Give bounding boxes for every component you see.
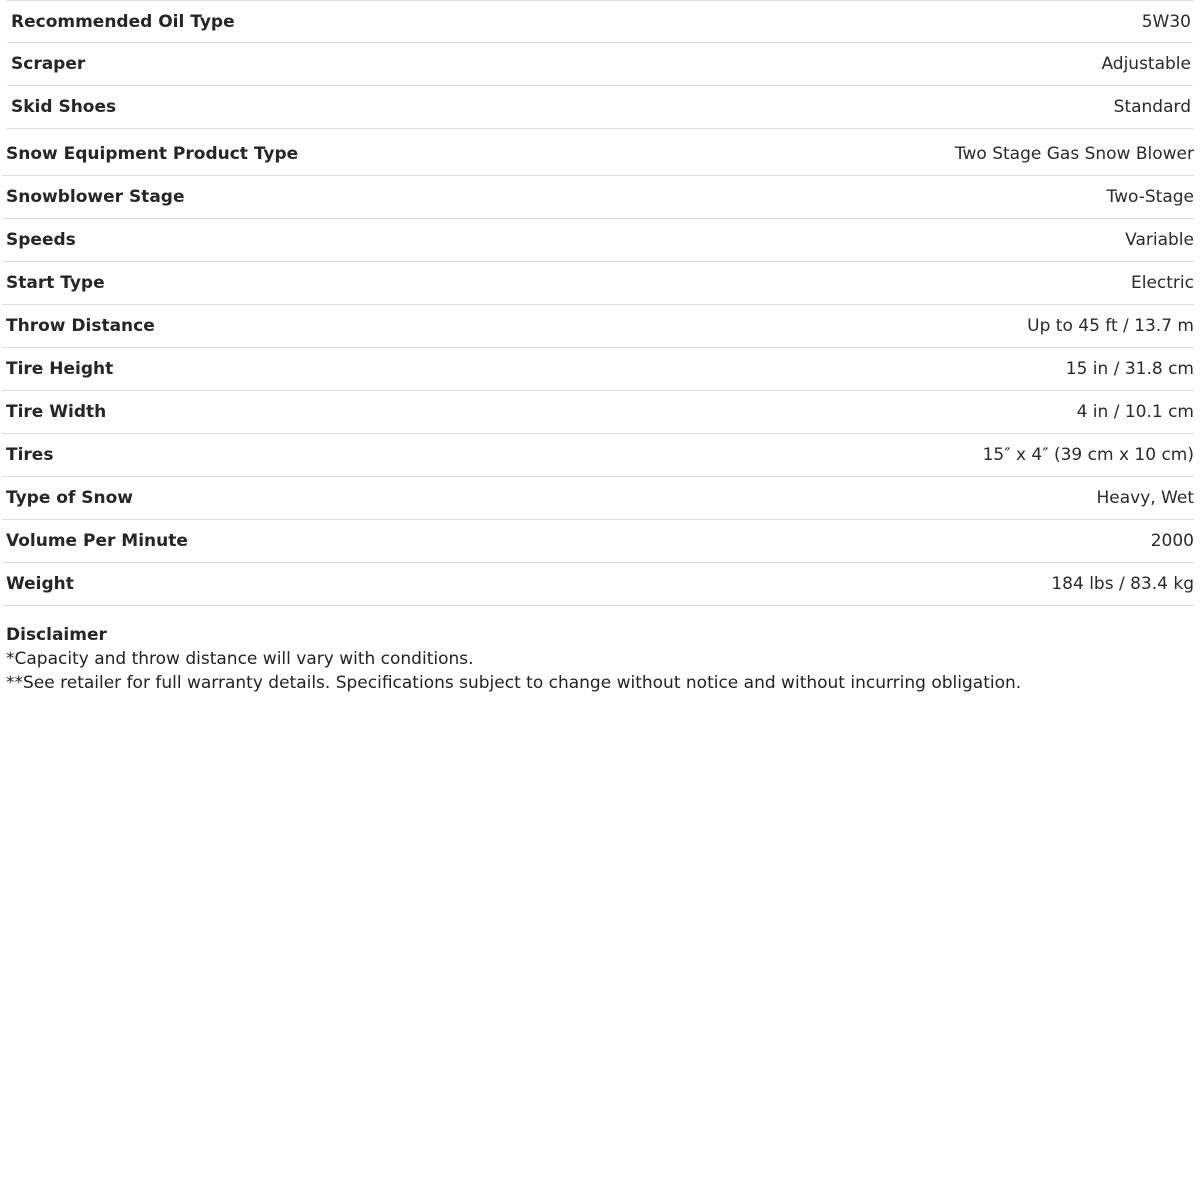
spec-row-volume-per-minute: [2, 520, 1194, 563]
spec-row-start-type: [2, 262, 1194, 305]
spec-row-weight: [2, 563, 1194, 606]
spec-value: 15″ x 4″ (39 cm x 10 cm): [982, 445, 1194, 465]
disclaimer-line: *Capacity and throw distance will vary with conditions.: [6, 649, 474, 669]
spec-label: Scraper: [11, 54, 86, 74]
spec-row-throw-distance: [2, 305, 1194, 348]
disclaimer-title: Disclaimer: [6, 625, 107, 645]
spec-value: Up to 45 ft / 13.7 m: [1027, 316, 1194, 336]
spec-value: Electric: [1131, 273, 1194, 293]
spec-group-b: [0, 129, 1200, 606]
spec-label: Tire Width: [6, 402, 107, 422]
spec-row-tire-height: [2, 348, 1194, 391]
spec-row-recommended-oil-type: [7, 0, 1193, 43]
spec-row-snowblower-stage: [2, 176, 1194, 219]
spec-row-scraper: [7, 43, 1193, 86]
spec-row-skid-shoes: [7, 86, 1193, 129]
spec-value: Two Stage Gas Snow Blower: [954, 143, 1194, 164]
spec-value: 15 in / 31.8 cm: [1065, 359, 1194, 379]
spec-value: 184 lbs / 83.4 kg: [1051, 574, 1194, 594]
spec-label: Start Type: [6, 273, 105, 293]
spec-row-speeds: [2, 219, 1194, 262]
spec-label: Tire Height: [6, 359, 114, 379]
spec-label: Throw Distance: [6, 316, 155, 336]
spec-label: Weight: [6, 574, 74, 594]
spec-row-product-type: [2, 129, 1194, 176]
spec-row-tire-width: [2, 391, 1194, 434]
spec-value: Adjustable: [1101, 54, 1191, 74]
disclaimer-section: [6, 623, 1186, 695]
spec-row-tires: [2, 434, 1194, 477]
spec-value: Standard: [1113, 97, 1191, 117]
spec-value: Two-Stage: [1106, 187, 1194, 207]
spec-group-a: [0, 0, 1200, 129]
spec-label: Type of Snow: [6, 488, 134, 508]
spec-value: Variable: [1125, 230, 1194, 250]
disclaimer-line: **See retailer for full warranty details. Specifications subject to change without notice and without incurring obligation.: [6, 673, 1022, 693]
spec-label: Tires: [6, 445, 54, 465]
spec-label: Snowblower Stage: [6, 187, 185, 207]
spec-value: Heavy, Wet: [1096, 488, 1194, 508]
spec-label: Skid Shoes: [11, 97, 117, 117]
spec-value: 5W30: [1141, 11, 1191, 32]
spec-label: Volume Per Minute: [6, 531, 188, 551]
spec-value: 2000: [1150, 531, 1194, 551]
spec-label: Speeds: [6, 230, 76, 250]
spec-label: Recommended Oil Type: [11, 11, 235, 32]
spec-label: Snow Equipment Product Type: [6, 143, 299, 164]
spec-row-type-of-snow: [2, 477, 1194, 520]
spec-value: 4 in / 10.1 cm: [1076, 402, 1194, 422]
